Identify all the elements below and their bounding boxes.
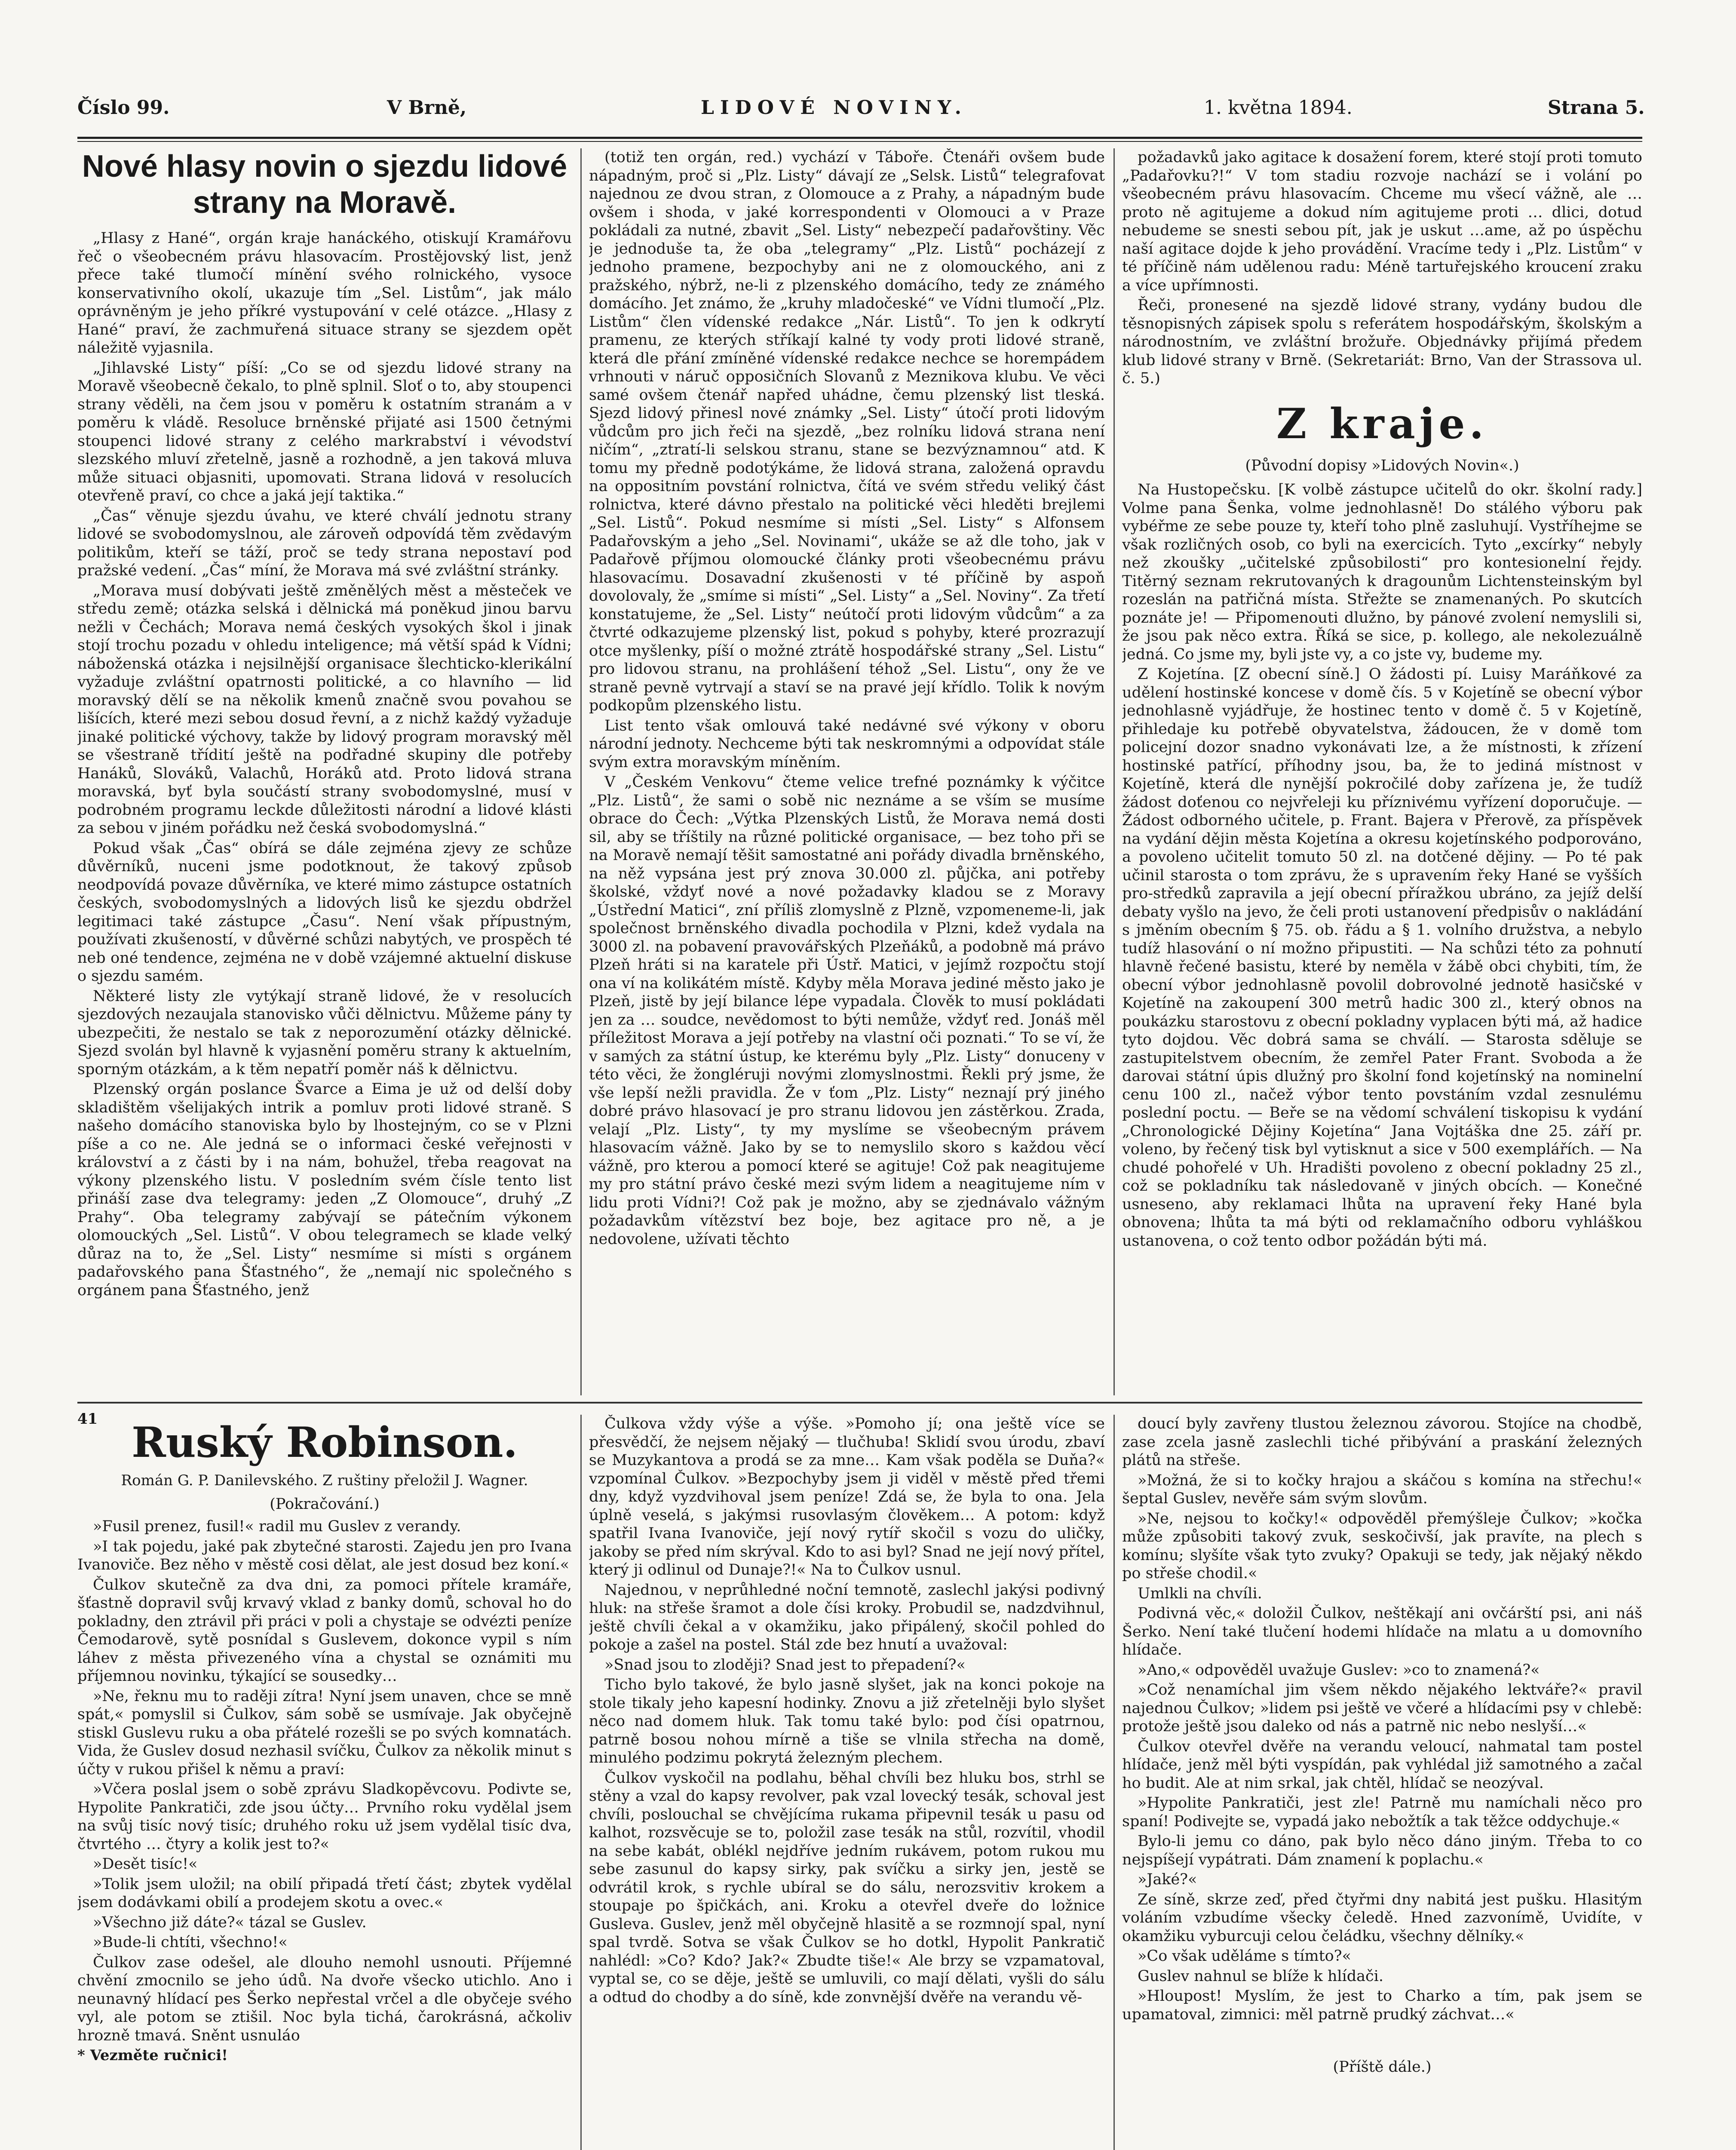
- article-paragraph: Řeči, pronesené na sjezdě lidové strany, vydány budou dle těsnopisných zápisek spolu s referátem hospodářským, školským a národnostním, ve zvláštní brožuře. Objednávky přijímá předem klub lidové strany v Brně. (Sekretariát: Brno, Van der Strassova ul. č. 5.): [1122, 297, 1642, 387]
- serial-paragraph: Čulkov otevřel dvěře na verandu veloucí, nahmatal tam postel hlídače, jenž měl býti vyspídán, pak vyhlédal již samotného a začal ho budit. Ale at nim srkal, jak chtěl, hlídač se neozýval.: [1122, 1738, 1642, 1792]
- serial-paragraph: »Bude-li chtíti, všechno!«: [93, 1934, 288, 1951]
- serial-paragraph: »Ano,« odpověděl uvažuje Guslev: »co to znamená?«: [1138, 1661, 1540, 1679]
- serial-paragraph: Čulkova vždy výše a výše. »Pomoho jí; ona ještě více se přesvědčí, že nejsem nějaký — tlučhuba! Sklidí svou úrodu, zbaví se Muzykantova a prodá se za mne… Kam však poděla se Duňa?« vzpomínal Čulkov. »Bezpochyby jsem ji viděl v městě před třemi dny, když vyzdvihoval jsem peníze! Zdá se, že byla to ona. Jela úplně veselá, s jakýmsi rusovlasým člověkem… A potom: když spatřil Ivana Ivanoviče, její nový rytíř skočil s vozu do uličky, jakoby se před ním skrýval. Kdo to asi byl? Snad ne její nový přítel, který ji odlinul od Dunaje?!« Na to Čulkov usnul.: [589, 1415, 1105, 1579]
- footnote: * Vezměte ručnici!: [77, 2047, 228, 2064]
- article-paragraph: Plzenský orgán poslance Švarce a Eima je už od delší doby skladištěm všelijakých intrik a pomluv proti lidové straně. S našeho domácího stanoviska bylo by lhostejným, co se v Plzni píše a co ne. Ale jedná se o informaci české veřejnosti v království a z části by i na nám, bohužel, třeba reagovat na výkony plzenského listu. V posledním svém čísle tento list přináší zase dva telegramy: jeden „Z Olomouce“, druhý „Z Prahy“. Oba telegramy zabývají se pátečním výkonem olomouckých „Sel. Listů“. V obou telegramech se klade velký důraz na to, že „Sel. Listy“ nesmíme si místi s orgánem padařovského pana Šťastného“, že „nemají nic společného s orgánem pana Šťastného, jenž: [77, 1081, 572, 1299]
- column-divider: [580, 1415, 582, 2150]
- paper-title: LIDOVÉ NOVINY.: [701, 97, 967, 119]
- serial-paragraph: Čulkov vyskočil na podlahu, běhal chvíli bez hluku bos, strhl se stěny a vzal do kapsy revolver, pak vzal lovecký tesák, schoval jest chvíli, poslouchal se chvějícíma rukama připevnil tesák u pasu od kalhot, rozsvěcuje se to, položil zase tesák na stůl, rozvítil, vhodil na sebe kabát, oblékl nejdříve jedním rukávem, potom rukou mu sebe zasunul do kapsy sirky, pak svíčku a sirky jen, jestě se odvrátil krok, s rychle ubíral se do sálu, nerozsvitiv krokem a stoupaje po špičkách, ani. Kroku a otevřel dveře do ložnice Gusleva. Guslev, jenž měl obyčejně hlasitě a se rozmnojí spal, nyní spal tvrdě. Sotva se však Čulkov se ho dotkl, Hypolit Pankratič nahlédl: »Co? Kdo? Jak?« Zbudte tiše!« Ale brzy se vzpamatoval, vyptal se, co se děje, ještě se umluvili, co mají dělati, vyšli do sálu a odtud do chodby a do síně, kde zonvnější dvěře na verandu vě-: [589, 1769, 1105, 2006]
- serial-paragraph: Najednou, v neprůhledné noční temnotě, zaslechl jakýsi podivný hluk: na střeše šramot a dole čísi kroky. Probudil se, nadzdvihnul, ještě chvíli čekal a v okamžiku, jako připálený, skočil pohled do pokoje a zašel na postel. Stál zde bez hnutí a uvažoval:: [589, 1581, 1105, 1653]
- section-title: Z kraje.: [1276, 399, 1488, 448]
- serial-column-2: [589, 1415, 1105, 2150]
- serial-column-3: [1122, 1415, 1642, 2150]
- section-divider: [77, 1402, 1642, 1404]
- serial-paragraph: Ze síně, skrze zeď, před čtyřmi dny nabitá jest pušku. Hlasitým voláním vzbudíme všecky čeledě. Hned zazvonímě, Uvidíte, v okamžiku vyburcuji celou čeládku, všechny dělníky.«: [1122, 1891, 1642, 1945]
- serial-paragraph: »Včera poslal jsem o sobě zprávu Sladkopěvcovu. Podivte se, Hypolite Pankratiči, zde jsou účty… Prvního roku vydělal jsem na svůj tisíc nový tisíc; druhého roku už jsem vydělal tisíc dva, čtvrtého … čtyry a kolik jest to?«: [77, 1781, 572, 1853]
- serial-to-be-continued: (Příště dále.): [1333, 2058, 1432, 2076]
- middle-article: [589, 148, 1105, 1395]
- article-headline: Nové hlasy novin o sjezdu lidové strany na Moravě.: [82, 149, 567, 220]
- left-article: [77, 148, 572, 1395]
- serial-paragraph: Bylo-li jemu co dáno, pak bylo něco dáno jiným. Třeba to co nejspíšejí vypátrati. Dám znamení k poplachu.«: [1122, 1833, 1642, 1868]
- serial-paragraph: doucí byly zavřeny tlustou železnou závorou. Stojíce na chodbě, zase zcela jasně zaslechli tiché přibývání a praskání železných plátů na střeše.: [1122, 1415, 1642, 1469]
- serial-paragraph: »Ne, nejsou to kočky!« odpověděl přemýšleje Čulkov; »kočka může způsobiti takový zvuk, seskočivší, jak pravíte, na plech s komínu; slyšíte však tyto zvuky? Opakuji se tedy, jak nějaký někdo po střeše chodil.«: [1122, 1510, 1642, 1582]
- section-subtitle: (Původní dopisy »Lidových Novin«.): [1245, 457, 1519, 474]
- serial-paragraph: »Desět tisíc!«: [93, 1855, 198, 1873]
- serial-paragraph: Čulkov zase odešel, ale dlouho nemohl usnouti. Příjemné chvění zmocnilo se jeho údů. Na dvoře všecko utichlo. Ano i neunavný hlídací pes Šerko nepřestal vrčel a dle obyčeje svého vyl, ale potom se ztišil. Noc byla tichá, čarokrásná, ačkoliv hrozně tmavá. Sněnt usnuláo: [77, 1953, 572, 2044]
- article-paragraph: (totiž ten orgán, red.) vychází v Táboře. Čtenáři ovšem bude nápadným, proč si „Plz. Listy“ dávají ze „Selsk. Listů“ telegrafovat najednou ze dvou stran, z Olomouce a z Prahy, a nápadným bude ovšem i shoda, v jaké korrespondenti v Olomouci a v Praze pokládali za nutné, zbavit „Sel. Listy“ nebezpečí padařovštiny. Věc je jednoduše ta, že oba „telegramy“ „Plz. Listů“ pocházejí z jednoho pramene, bezpochyby ani ne z olomouckého, ani z pražského, nýbrž, ne-li z plzenského domácího, tedy ze známého domácího. Jet známo, že „kruhy mladočeské“ ve Vídni tlumočí „Plz. Listům“ člen vídenské redakce „Nár. Listů“. To jen k odkrytí pramenu, ze kterých stříkají kalné ty vody proti lidové straně, která dle přání zmíněné vídenské redakce nechce se horempádem vrhnouti v náruč opposičních Slovanů z Meznikova klubu. Ve věci samé ovšem čtenář napřed uhádne, čemu plzenský list tleská. Sjezd lidový přinesl nové známky „Sel. Listy“ útočí proti lidovým vůdcům pro jich řeči na sjezdě, „bez rolníku lidová strana není ničím“, „ztratí-li selskou stranu, stane se bezvýznamnou“ atd. K tomu my předně podotýkáme, že lidová strana, založená opravdu na oppositním povstání rolnictva, čítá ve svém středu veliký část rolnictva, které dávno přestalo na politické věci hleděti brejlemi „Sel. Listů“. Pokud nesmíme si místi „Sel. Listy“ s Alfonsem Padařovským a jeho „Sel. Novinami“, ukáže se až dle toho, jak v Padařově příjmou olomoucké články proti všeobecnému právu hlasovacímu. Dosavadní zkušenosti v té příčině by aspoň dovolovaly, že „smíme si místi“ „Sel. Listy“ a „Sel. Noviny“. Za třetí konstatujeme, že „Sel. Listy“ neútočí proti lidovým vůdcům“ a za čtvrté odkazujeme plzenský list, pokud s pohyby, které prozrazují otce myšlenky, píší o možné ztrátě hospodářské strany „Sel. Listu“ pro lidovou stranu, na prohlášení téhož „Sel. Listu“, ony že ve straně pevně vytrvají a staví se na pravé její křídlo. Tolik k novým podkopům plzenského listu.: [589, 149, 1105, 714]
- serial-paragraph: »Fusil prenez, fusil!« radil mu Guslev z verandy.: [93, 1518, 461, 1535]
- serial-column-1: [77, 1419, 572, 2150]
- serial-continued: (Pokračování.): [270, 1495, 380, 1513]
- serial-paragraph: Umlkli na chvíli.: [1138, 1585, 1262, 1602]
- serial-issue-number: 41: [77, 1410, 98, 1428]
- serial-paragraph: »Což nenamíchal jim všem někdo nějakého lektváře?« pravil najednou Čulkov; »lidem psi ještě ve včeré a hlídacími psy v chlebě: protože ještě jsou daleko od nás a patrně nic nebo neslyší…«: [1122, 1681, 1642, 1735]
- serial-paragraph: Guslev nahnul se blíže k hlídači.: [1138, 1967, 1383, 1985]
- serial-paragraph: »Co však uděláme s tímto?«: [1138, 1947, 1351, 1965]
- article-paragraph: požadavků jako agitace k dosažení forem, které stojí proti tomuto „Padařovku?!“ V tom stadiu rozvoje nachází se i volání po všeobecném právu hlasovacím. Chceme mu všecí vážně, ale … proto ně agitujeme a dokud ním agitujeme proti … dlici, dotud nebudeme se snesti sebou pít, jak je uskut …ame, až po úspěchu naší agitace dojde k jeho provádění. Vracíme tedy i „Plz. Listům“ v té příčině nám udělenou radu: Méně tartuřejského kroucení zraku a více upřímnosti.: [1122, 149, 1642, 294]
- article-paragraph: Pokud však „Čas“ obírá se dále zejména zjevy ze schůze důvěrníků, nuceni jsme podotknout, že takový způsob neodpovídá povaze důvěrníka, ve které mimo zástupce ostatních českých, svobodomyslných a lidových lisů ke sjezdu obdržel legitimaci také zástupce „Času“. Není však přípustným, používati zkušeností, v důvěrné schůzi nabytých, ve prospěch té neb oné tendence, zejména ne v době vzájemné aktuelní diskuse o sjezdu samém.: [77, 839, 572, 985]
- serial-paragraph: »Možná, že si to kočky hrajou a skáčou s komína na střechu!« šeptal Guslev, nevěře sám svým slovům.: [1122, 1471, 1642, 1507]
- article-paragraph: „Jihlavské Listy“ píší: „Co se od sjezdu lidové strany na Moravě všeobecně čekalo, to plně splnil. Sloť o to, aby stoupenci strany věděli, na čem jsou v poměru k ostatním stranám a v poměru k vládě. Resoluce brněnské přijaté asi 1500 četnými stoupenci lidové strany z celého markrabství i vévodství slezského mluví zřetelně, jasně a rozhodně, a jen taková mluva může situaci objasniti, upomovati. Strana lidová v resolucích otevřeně praví, co chce a jaká její taktika.“: [77, 359, 572, 504]
- serial-paragraph: »Všechno již dáte?« tázal se Guslev.: [93, 1914, 367, 1931]
- serial-subtitle: Román G. P. Danilevského. Z ruštiny přeložil J. Wagner.: [121, 1472, 528, 1489]
- article-paragraph: V „Českém Venkovu“ čteme velice trefné poznámky k výčitce „Plz. Listů“, že sami o sobě nic neznáme a se vším se musíme obrace do Čech: „Výtka Plzenských Listů, že Morava nemá dosti sil, aby se tříštily na různé politické organisace, — bez toho při se na Moravě nemají těšit samostatné ani pořády divadla brněnského, na něž vypsána jest prý znova 30.000 zl. půjčka, ani potřeby školské, vždyť nové a nové požadavky kladou se z Moravy „Ústřední Matici“, zní příliš zlomyslně z Plzně, vzpomeneme-li, jak společnost brněnského divadla pochodila v Plzni, kdež vydala na 3000 zl. na pobavení pravovářských Plzeňáků, a podobně má právo Plzeň hráti si na karatele při Ústř. Matici, v jejímž rozpočtu stojí ona ví na kolikátém místě. Kdyby měla Morava jediné město jako je Plzeň, jistě by její bilance lépe vypadala. Člověk to musí pokládati jen za … soudce, nevědomost to býti nemůže, vždyť red. Jonáš měl příležitost Morava a její potřeby na vlastní oči poznati.“ To se ví, že v samých za státní ústup, ke kterému byly „Plz. Listy“ donuceny v této věci, že žongléruji novými zlomyslnostmi. Řekli prý jsme, že vše lepší nežli pravidla. Že v ťom „Plz. Listy“ neznají prý jiného dobré právo hlasovací je pro stranu lidovou jen zástěrkou. Zrada, velají „Plz. Listy“, ty my myslíme se všeobecným právem hlasovacím vážně. Jako by se to nemyslilo skoro s každou věcí vážně, pro kterou a pomocí které se agituje! Což pak neagitujeme my pro státní právo české mezi svým lidem a neagitujeme ním v lidu proti Vídni?! Což pak je možno, aby se zjednávalo vážným požadavkům vítězství bez boje, bez agitace pro ně, a je nedovolene, užívati těchto: [589, 774, 1105, 1248]
- article-paragraph: „Hlasy z Hané“, orgán kraje hanáckého, otiskují Kramářovu řeč o všeobecném právu hlasovacím. Prostějovský list, jenž přece také tlumočí mínění svého rolnického, vysoce konservativního okolí, ukazuje tím „Sel. Listům“, jak málo oprávněným je jeho příkré vystupování v celé otázce. „Hlasy z Hané“ praví, že zachmuřená situace strany se sjezdem opět náležitě vyjasnila.: [77, 230, 572, 356]
- column-divider: [1113, 148, 1115, 1395]
- city-label: V Brně,: [387, 97, 467, 119]
- serial-paragraph: Podivná věc,« doložil Čulkov, neštěkají ani ovčárští psi, ani náš Šerko. Není také tlučení hodemi hlídače na mlatu a u domovního hlídače.: [1122, 1605, 1642, 1659]
- article-paragraph: List tento však omlouvá také nedávné své výkony v oboru národní jednoty. Nechceme býti tak neskromnými a odpovídat stále svým extra moravským míněním.: [589, 717, 1105, 771]
- serial-paragraph: »Snad jsou to zloději? Snad jest to přepadení?«: [604, 1656, 966, 1674]
- serial-title: Ruský Robinson.: [132, 1419, 518, 1467]
- serial-paragraph: Čulkov skutečně za dva dni, za pomoci přítele kramáře, šťastně dopravil svůj krvavý vklad z banky domů, schoval ho do pokladny, den ztrávil při práci v poli a chystaje se odvézti peníze Čemodarově, sytě posnídal s Guslevem, dokonce vypil s ním láhev z města přivezeného vína a chystal se oznámiti mu příjemnou novinku, týkající se sousedky…: [77, 1576, 572, 1685]
- right-column: [1122, 148, 1642, 1395]
- page-number: Strana 5.: [1548, 97, 1645, 119]
- serial-paragraph: »Ne, řeknu mu to raději zítra! Nyní jsem unaven, chce se mně spát,« pomyslil si Čulkov, sám sobě se usmívaje. Jak obyčejně stiskl Guslevu ruku a oba přátelé rozešli se po svých komnatách. Vida, že Guslev dosud nezhasil svíčku, Čulkov za několik minut s účty v rukou přišel k němu a praví:: [77, 1687, 572, 1778]
- serial-paragraph: »Hypolite Pankratiči, jest zle! Patrně mu namíchali něco pro spaní! Podivejte se, vypadá jako nebožtík a tak těžce oddychuje.«: [1122, 1794, 1642, 1830]
- report-paragraph: Z Kojetína. [Z obecní síně.] O žádosti pí. Luisy Maráňkové za udělení hostinské koncese v domě čís. 5 v Kojetíně se obecní výbor jednohlasně vyjádřuje, že hostinec tento v domě č. 5 v Kojetíně, přihledaje ku potřebě obyvatelstva, žádoucen, že v domě tom policejní dozor snadno vykonávati lze, a že místnosti, k zřízení hostinské patřící, příhodny jsou, ba, že to jediná místnost v Kojetíně, která dle nynější pokročilé doby zařízena je, že tudíž žádost doťenou co nejvřeleji ku příznivému vyřízení doporučuje. — Žádost odborného učitele, p. Frant. Bajera v Přerově, za příspěvek na vydání dějin města Kojetína a okresu kojetínského podporováno, a povoleno učitelit tomuto 50 zl. na dotčené dějiny. — Po té pak učinil starosta o tom zprávu, že s upravením řeky Hané se vyšších pro-středků zapravila a její obecní příražkou ubráno, za jejíž delší debaty vyšlo na jevo, že čeli proti ustanovení předpisův o nakládání s jměním obecním § 75. ob. řádu a § 1. volního družstva, a nebylo tudíž hlasování o ní možno připustiti. — Na schůzi této za pohnutí hlavně řečené basistu, které by neměla v žábě obci chybiti, tím, že obecní výbor jednohlasně povolil dobrovolné jednotě hasičské v Kojetíně na zakoupení 300 metrů hadic 300 zl., který obnos na poukázku starostovu z obecní pokladny vyplacen býti má, až hadice tyto dojdou. Věc dobrá sama se chválí. — Starosta sděluje se zastupitelstvem obecním, že zemřel Pater Frant. Svoboda a že darovai státní úpis dlužný pro školní fond kojetínský na nominelní cenu 100 zl., načež výbor tento povstáním vzdal zesnulému poslední poctu. — Beře se na vědomí schválení tiskopisu k vydání „Chronologické Dějiny Kojetína“ Jana Vojtáška dne 25. září pr. voleno, by řečený tisk byl vytisknut a sice v 500 exemplářích. — Na chudé pohořelé v Uh. Hradišti povoleno z obecní pokladny 25 zl., což se pokladníku tak následovaně v jiných obcích. — Konečné usneseno, aby reklamaci lhůta na upravení řeky Hané byla obnovena; lhůta ta má býti od reklamačního odboru vyhláškou ustanovena, o což tento odbor požádán býti má.: [1122, 666, 1642, 1250]
- page-header: [77, 92, 1645, 131]
- issue-date: 1. května 1894.: [1204, 97, 1353, 119]
- column-divider: [1113, 1415, 1115, 2150]
- report-paragraph: Na Hustopečsku. [K volbě zástupce učitelů do okr. školní rady.] Volme pana Šenka, volme jednohlasně! Do stálého výboru pak vybéřme ze sebe pouze ty, kteří toho plně zasluhují. Vystříhejme se však rozličných osob, co byli na exercicích. Tyto „excírky“ nebyly než zkoušky „učitelské způsobilosti“ pro kontesionelní řejdy. Titěrný seznam rekrutovaných k dragounům Lichtensteinským byl rozeslán na patřičná místa. Střežte se znamenaných. Po skutcích poznáte je! — Připomenouti dlužno, by pánové zvolení nemyslili si, že jsou pak něco extra. Říká se sice, p. kollego, ale nekolezuálně jedná. Co jsme my, byli jste vy, a co jste vy, budeme my.: [1122, 481, 1642, 663]
- serial-paragraph: »I tak pojedu, jaké pak zbytečné starosti. Zajedu jen pro Ivana Ivanoviče. Bez něho v městě cosi dělat, ale jest dosud bez koní.«: [77, 1538, 572, 1573]
- serial-paragraph: »Hloupost! Myslím, že jest to Charko a tím, pak jsem se upamatoval, zimnici: měl patrně prudký záchvat…«: [1122, 1987, 1642, 2023]
- article-paragraph: „Morava musí dobývati ještě změnělých měst a městeček ve středu země; otázka selská i dělnická má poněkud jinou barvu nežli v Čechách; Morava nemá českých vysokých škol i jinak stojí trochu pozadu v ohledu inteligence; má větší spád k Vídni; náboženská otázka i nejsilnější organisace šlechticko-klerikální vyžaduje zvláštní opatrnosti politické, a co hlavního — lid moravský dělí se na několik kmenů značně svou povahou se lišících, které mezi sebou dosud řevní, a z nichž každý vyžaduje jinaké politické výchovy, takže by lidový program moravský měl se všestraně třídití ještě na podřadné skupiny dle potřeby Hanáků, Slováků, Valachů, Horáků atd. Proto lidová strana moravská, byť byla součástí strany svobodomyslné, musí v podrobném programu leckde důležitosti národní a lidové klásti za sebou v jiném pořádku než česká svobodomyslná.“: [77, 582, 572, 837]
- header-rule: [77, 137, 1642, 139]
- serial-paragraph: »Jaké?«: [1138, 1871, 1197, 1888]
- column-divider: [580, 148, 582, 1395]
- article-paragraph: Některé listy zle vytýkají straně lidové, že v resolucích sjezdových nezaujala stanovisko vůči dělnictvu. Můžeme pány ty ubezpečiti, že nestalo se tak z neporozumění otázky dělnické. Sjezd svolán byl hlavně k vyjasnění poměru strany k aktuelním, sporným otázkám, a k těm nepatří poměr náš k dělnictvu.: [77, 987, 572, 1078]
- serial-paragraph: »Tolik jsem uložil; na obilí připadá třetí část; zbytek vydělal jsem dodávkami obilí a prodejem skotu a ovec.«: [77, 1875, 572, 1911]
- serial-paragraph: Ticho bylo takové, že bylo jasně slyšet, jak na konci pokoje na stole tikaly jeho kapesní hodinky. Znovu a již zřetelněji bylo slyšet něco nad domem hluk. Tak tomu také bylo: pod čísi opatrnou, patrně bosou nohou mírně a tiše se vlnila střecha na domě, minulého podzimu pokrytá železným plechem.: [589, 1676, 1105, 1766]
- issue-number: Číslo 99.: [77, 97, 170, 119]
- article-paragraph: „Čas“ věnuje sjezdu úvahu, ve které chválí jednotu strany lidové se svobodomyslnou, ale zároveň odpovídá těm zvědavým politikům, kteří se táží, proč se tedy strana nepostaví pod pražské vedení. „Čas“ míní, že Morava má své zvláštní stránky.: [77, 507, 572, 579]
- header-rule-thin: [77, 141, 1642, 142]
